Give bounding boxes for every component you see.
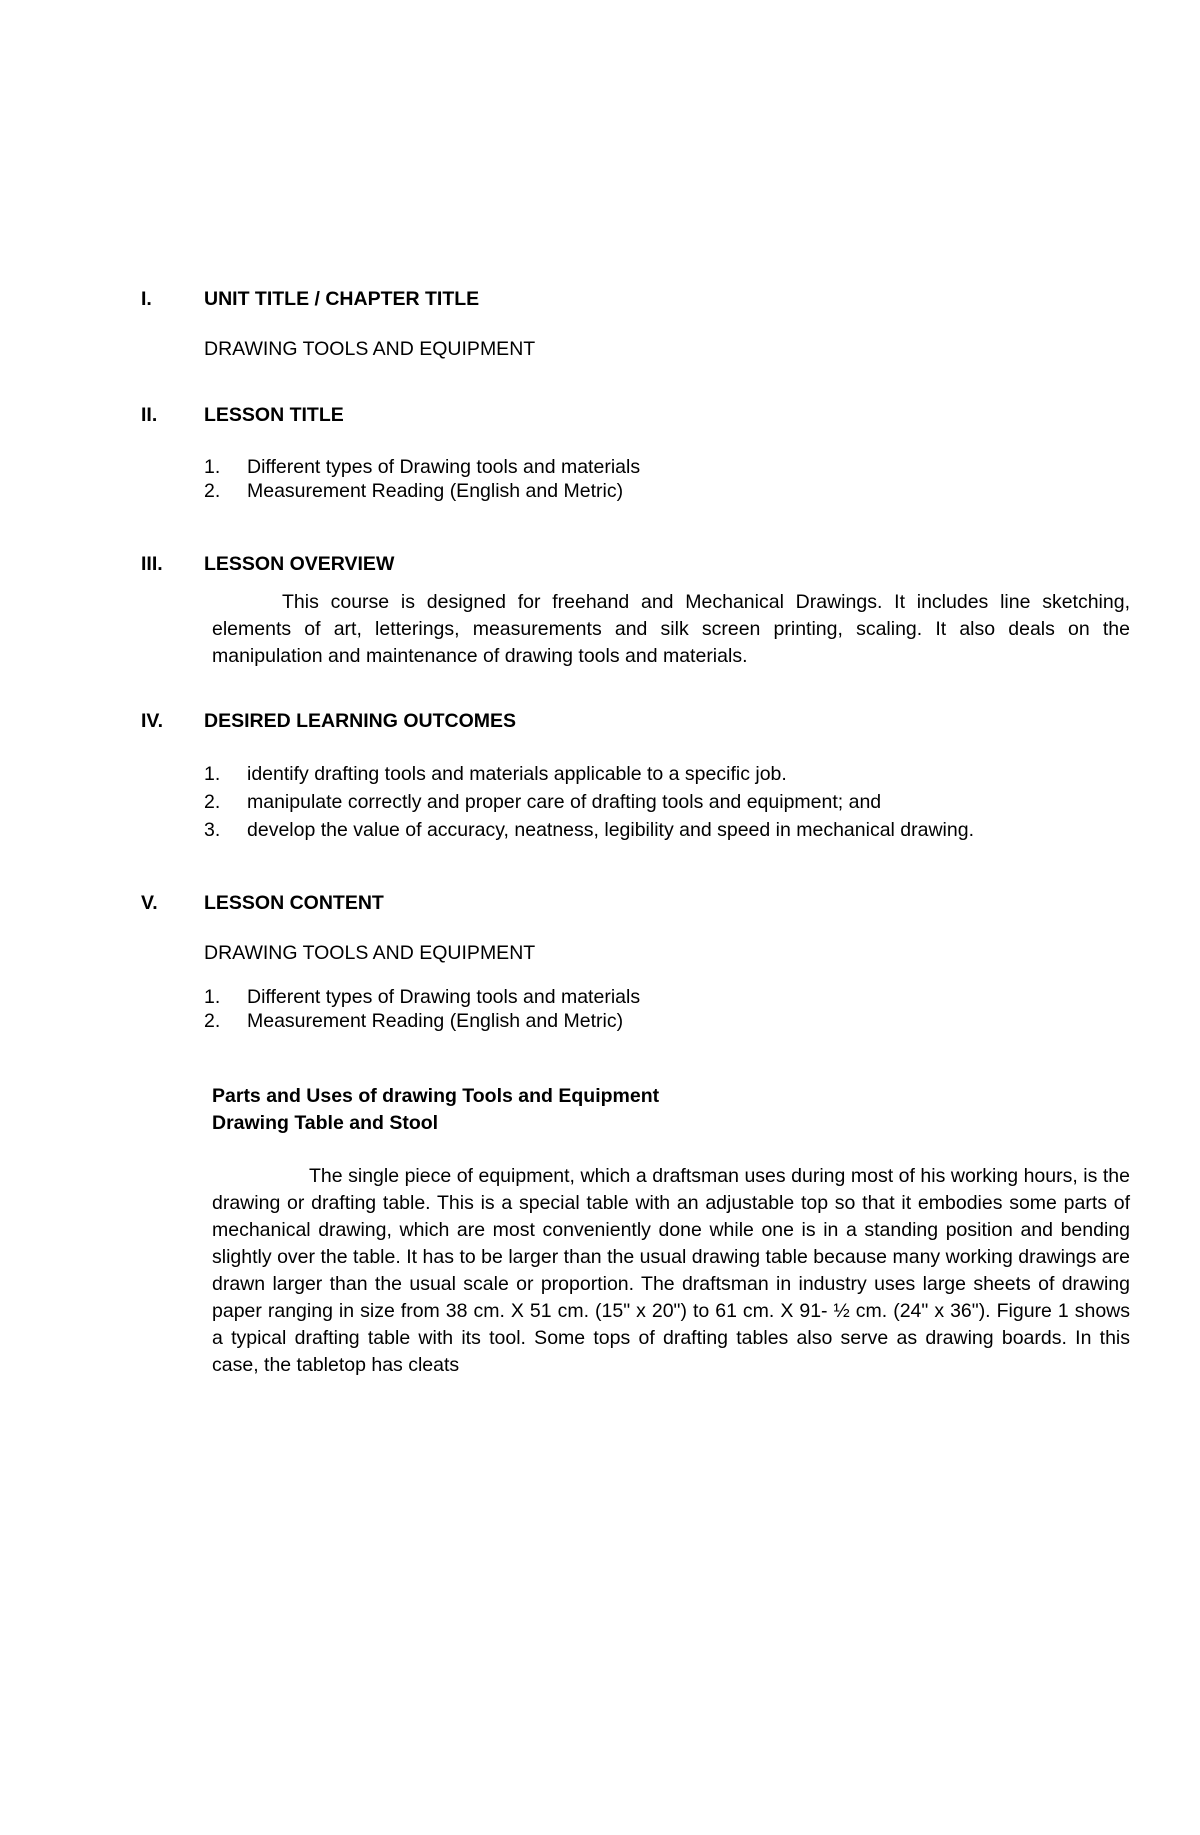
section-5-title: LESSON CONTENT [204, 892, 384, 914]
list-item [204, 455, 640, 479]
section-4-title: DESIRED LEARNING OUTCOMES [204, 710, 517, 732]
list-item-text: Different types of Drawing tools and materials [247, 986, 641, 1008]
section-2-number: II. [141, 404, 158, 426]
list-item-number: 2. [204, 1010, 221, 1032]
list-item-text: Different types of Drawing tools and materials [247, 456, 641, 478]
drawing-table-text: The single piece of equipment, which a draftsman uses during most of his working hours, is the drawing or drafting table. This is a special table with an adjustable top so that it embodies some parts of mechanical drawing, which are most conveniently done while one is in a standing position and bending slightly over the table. It has to be larger than the usual drawing table because many working drawings are drawn larger than the usual scale or proportion. The draftsman in industry uses large sheets of drawing paper ranging in size from 38 cm. X 51 cm. (15" x 20") to 61 cm. X 91- ½ cm. (24" x 36"). Figure 1 shows a typical drafting table with its tool. Some tops of drafting tables also serve as drawing boards. In this case, the tabletop has cleats [212, 1165, 1130, 1376]
section-2-title: LESSON TITLE [204, 404, 344, 426]
list-item-text: Measurement Reading (English and Metric) [247, 480, 624, 502]
section-1-number: I. [141, 288, 152, 310]
list-item-text: Measurement Reading (English and Metric) [247, 1010, 624, 1032]
list-item [204, 479, 640, 503]
list-item [204, 788, 974, 816]
list-item-number: 1. [204, 456, 221, 478]
section-4-number: IV. [141, 710, 164, 732]
learning-outcomes-list [204, 760, 974, 844]
lesson-title-list [204, 455, 640, 503]
content-heading-1: Parts and Uses of drawing Tools and Equipment [212, 1085, 660, 1107]
list-item-number: 1. [204, 763, 221, 785]
list-item [204, 816, 974, 844]
section-5-number: V. [141, 892, 158, 914]
list-item-number: 2. [204, 791, 221, 813]
section-3-number: III. [141, 553, 163, 575]
section-5-body: DRAWING TOOLS AND EQUIPMENT [204, 942, 536, 964]
lesson-content-list [204, 985, 640, 1033]
list-item-number: 1. [204, 986, 221, 1008]
content-heading-2: Drawing Table and Stool [212, 1112, 439, 1134]
section-3-title: LESSON OVERVIEW [204, 553, 395, 575]
list-item-text: develop the value of accuracy, neatness, legibility and speed in mechanical drawing. [247, 819, 974, 841]
list-item-number: 2. [204, 480, 221, 502]
list-item-text: identify drafting tools and materials applicable to a specific job. [247, 763, 787, 785]
list-item [204, 760, 974, 788]
section-1-body: DRAWING TOOLS AND EQUIPMENT [204, 338, 536, 360]
lesson-overview-text: This course is designed for freehand and Mechanical Drawings. It includes line sketching, elements of art, letterings, measurements and silk screen printing, scaling. It also deals on the manipulation and maintenance of drawing tools and materials. [212, 591, 1130, 667]
drawing-table-paragraph [212, 1163, 1130, 1379]
list-item [204, 1009, 640, 1033]
lesson-overview-paragraph [212, 589, 1130, 670]
list-item-number: 3. [204, 819, 221, 841]
section-1-title: UNIT TITLE / CHAPTER TITLE [204, 288, 480, 310]
list-item [204, 985, 640, 1009]
list-item-text: manipulate correctly and proper care of drafting tools and equipment; and [247, 791, 882, 813]
